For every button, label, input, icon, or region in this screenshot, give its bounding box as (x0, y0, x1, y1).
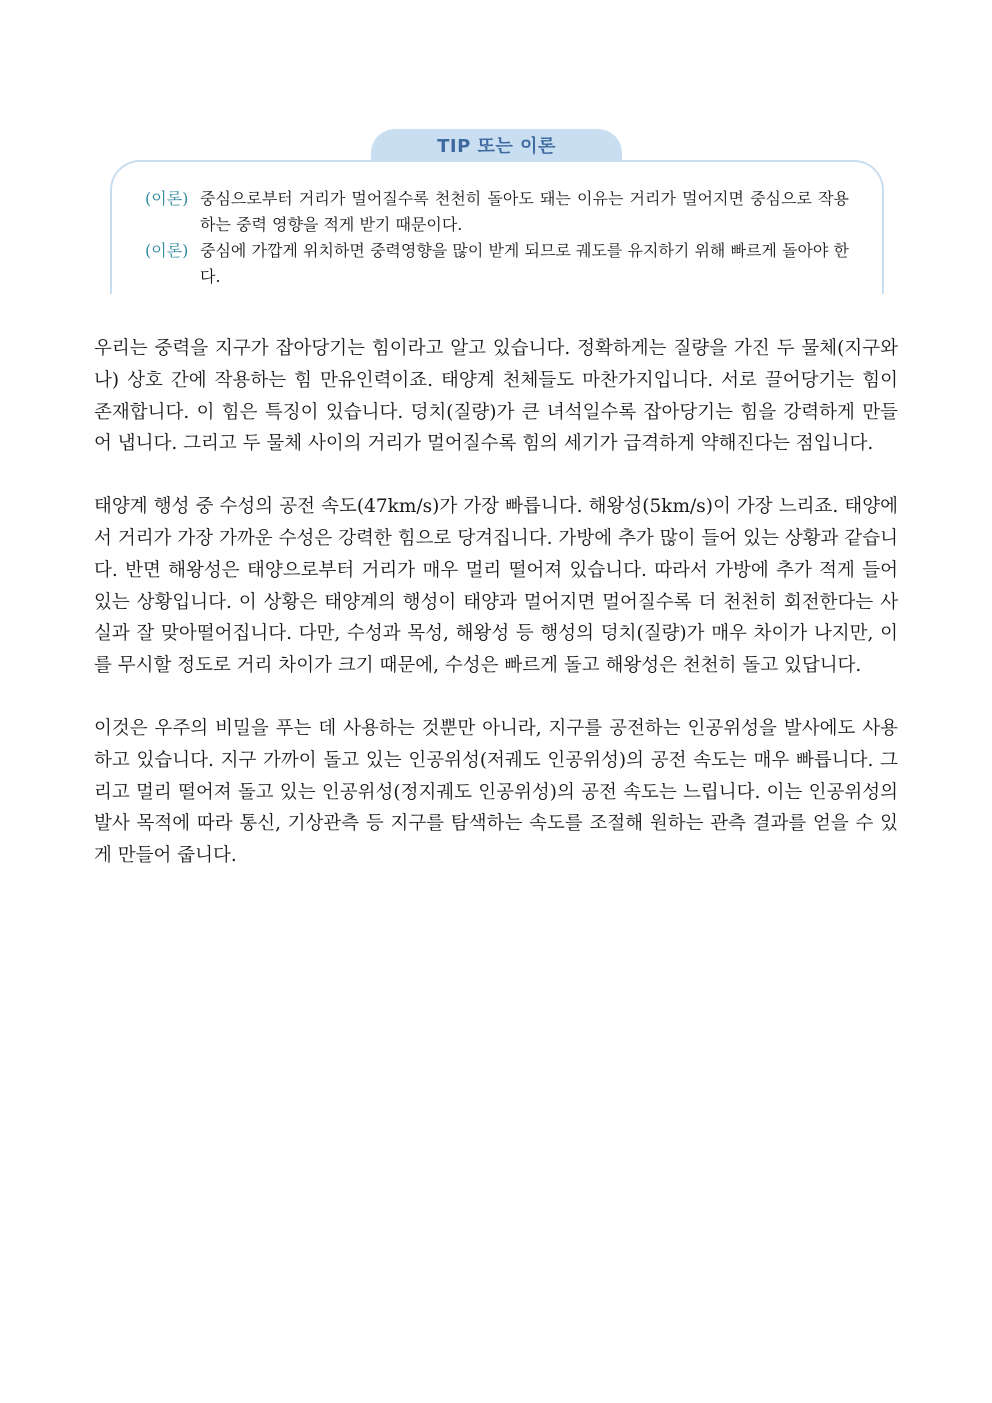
tip-item (145, 238, 849, 290)
body-content (94, 333, 898, 903)
body-paragraph: 우리는 중력을 지구가 잡아당기는 힘이라고 알고 있습니다. 정확하게는 질량을 가진 두 물체(지구와 나) 상호 간에 작용하는 힘 만유인력이죠. 태양계 천체들도 마찬가지입니다. 서로 끌어당기는 힘이 존재합니다. 이 힘은 특징이 있습니다. 덩치(질량)가 큰 녀석일수록 잡아당기는 힘을 강력하게 만들어 냅니다. 그리고 두 물체 사이의 거리가 멀어질수록 힘의 세기가 급격하게 약해진다는 점입니다. (94, 338, 898, 455)
body-paragraph: 태양계 행성 중 수성의 공전 속도(47km/s)가 가장 빠릅니다. 해왕성(5km/s)이 가장 느리죠. 태양에서 거리가 가장 가까운 수성은 강력한 힘으로 당겨집니다. 가방에 추가 많이 들어 있는 상황과 같습니다. 반면 해왕성은 태양으로부터 거리가 매우 멀리 떨어져 있습니다. 따라서 가방에 추가 적게 들어 있는 상황입니다. 이 상황은 태양계의 행성이 태양과 멀어지면 멀어질수록 더 천천히 회전한다는 사실과 잘 맞아떨어집니다. 다만, 수성과 목성, 해왕성 등 행성의 덩치(질량)가 매우 차이가 나지만, 이를 무시할 정도로 거리 차이가 크기 때문에, 수성은 빠르게 돌고 해왕성은 천천히 돌고 있답니다. (94, 496, 898, 677)
tip-item (145, 186, 849, 238)
body-paragraph: 이것은 우주의 비밀을 푸는 데 사용하는 것뿐만 아니라, 지구를 공전하는 인공위성을 발사에도 사용하고 있습니다. 지구 가까이 돌고 있는 인공위성(저궤도 인공위성)의 공전 속도는 매우 빠릅니다. 그리고 멀리 떨어져 돌고 있는 인공위성(정지궤도 인공위성)의 공전 속도는 느립니다. 이는 인공위성의 발사 목적에 따라 통신, 기상관측 등 지구를 탐색하는 속도를 조절해 원하는 관측 결과를 얻을 수 있게 만들어 줍니다. (94, 717, 898, 867)
tip-item-text: 중심에 가깝게 위치하면 중력영향을 많이 받게 되므로 궤도를 유지하기 위해 빠르게 돌아야 한다. (200, 241, 849, 286)
tip-item-text: 중심으로부터 거리가 멀어질수록 천천히 돌아도 돼는 이유는 거리가 멀어지면 중심으로 작용하는 중력 영향을 적게 받기 때문이다. (200, 189, 849, 234)
tip-title: TIP 또는 이론 (371, 129, 622, 162)
tip-item-tag: (이론) (145, 189, 189, 208)
tip-item-tag: (이론) (145, 241, 189, 260)
tip-list (145, 186, 849, 290)
